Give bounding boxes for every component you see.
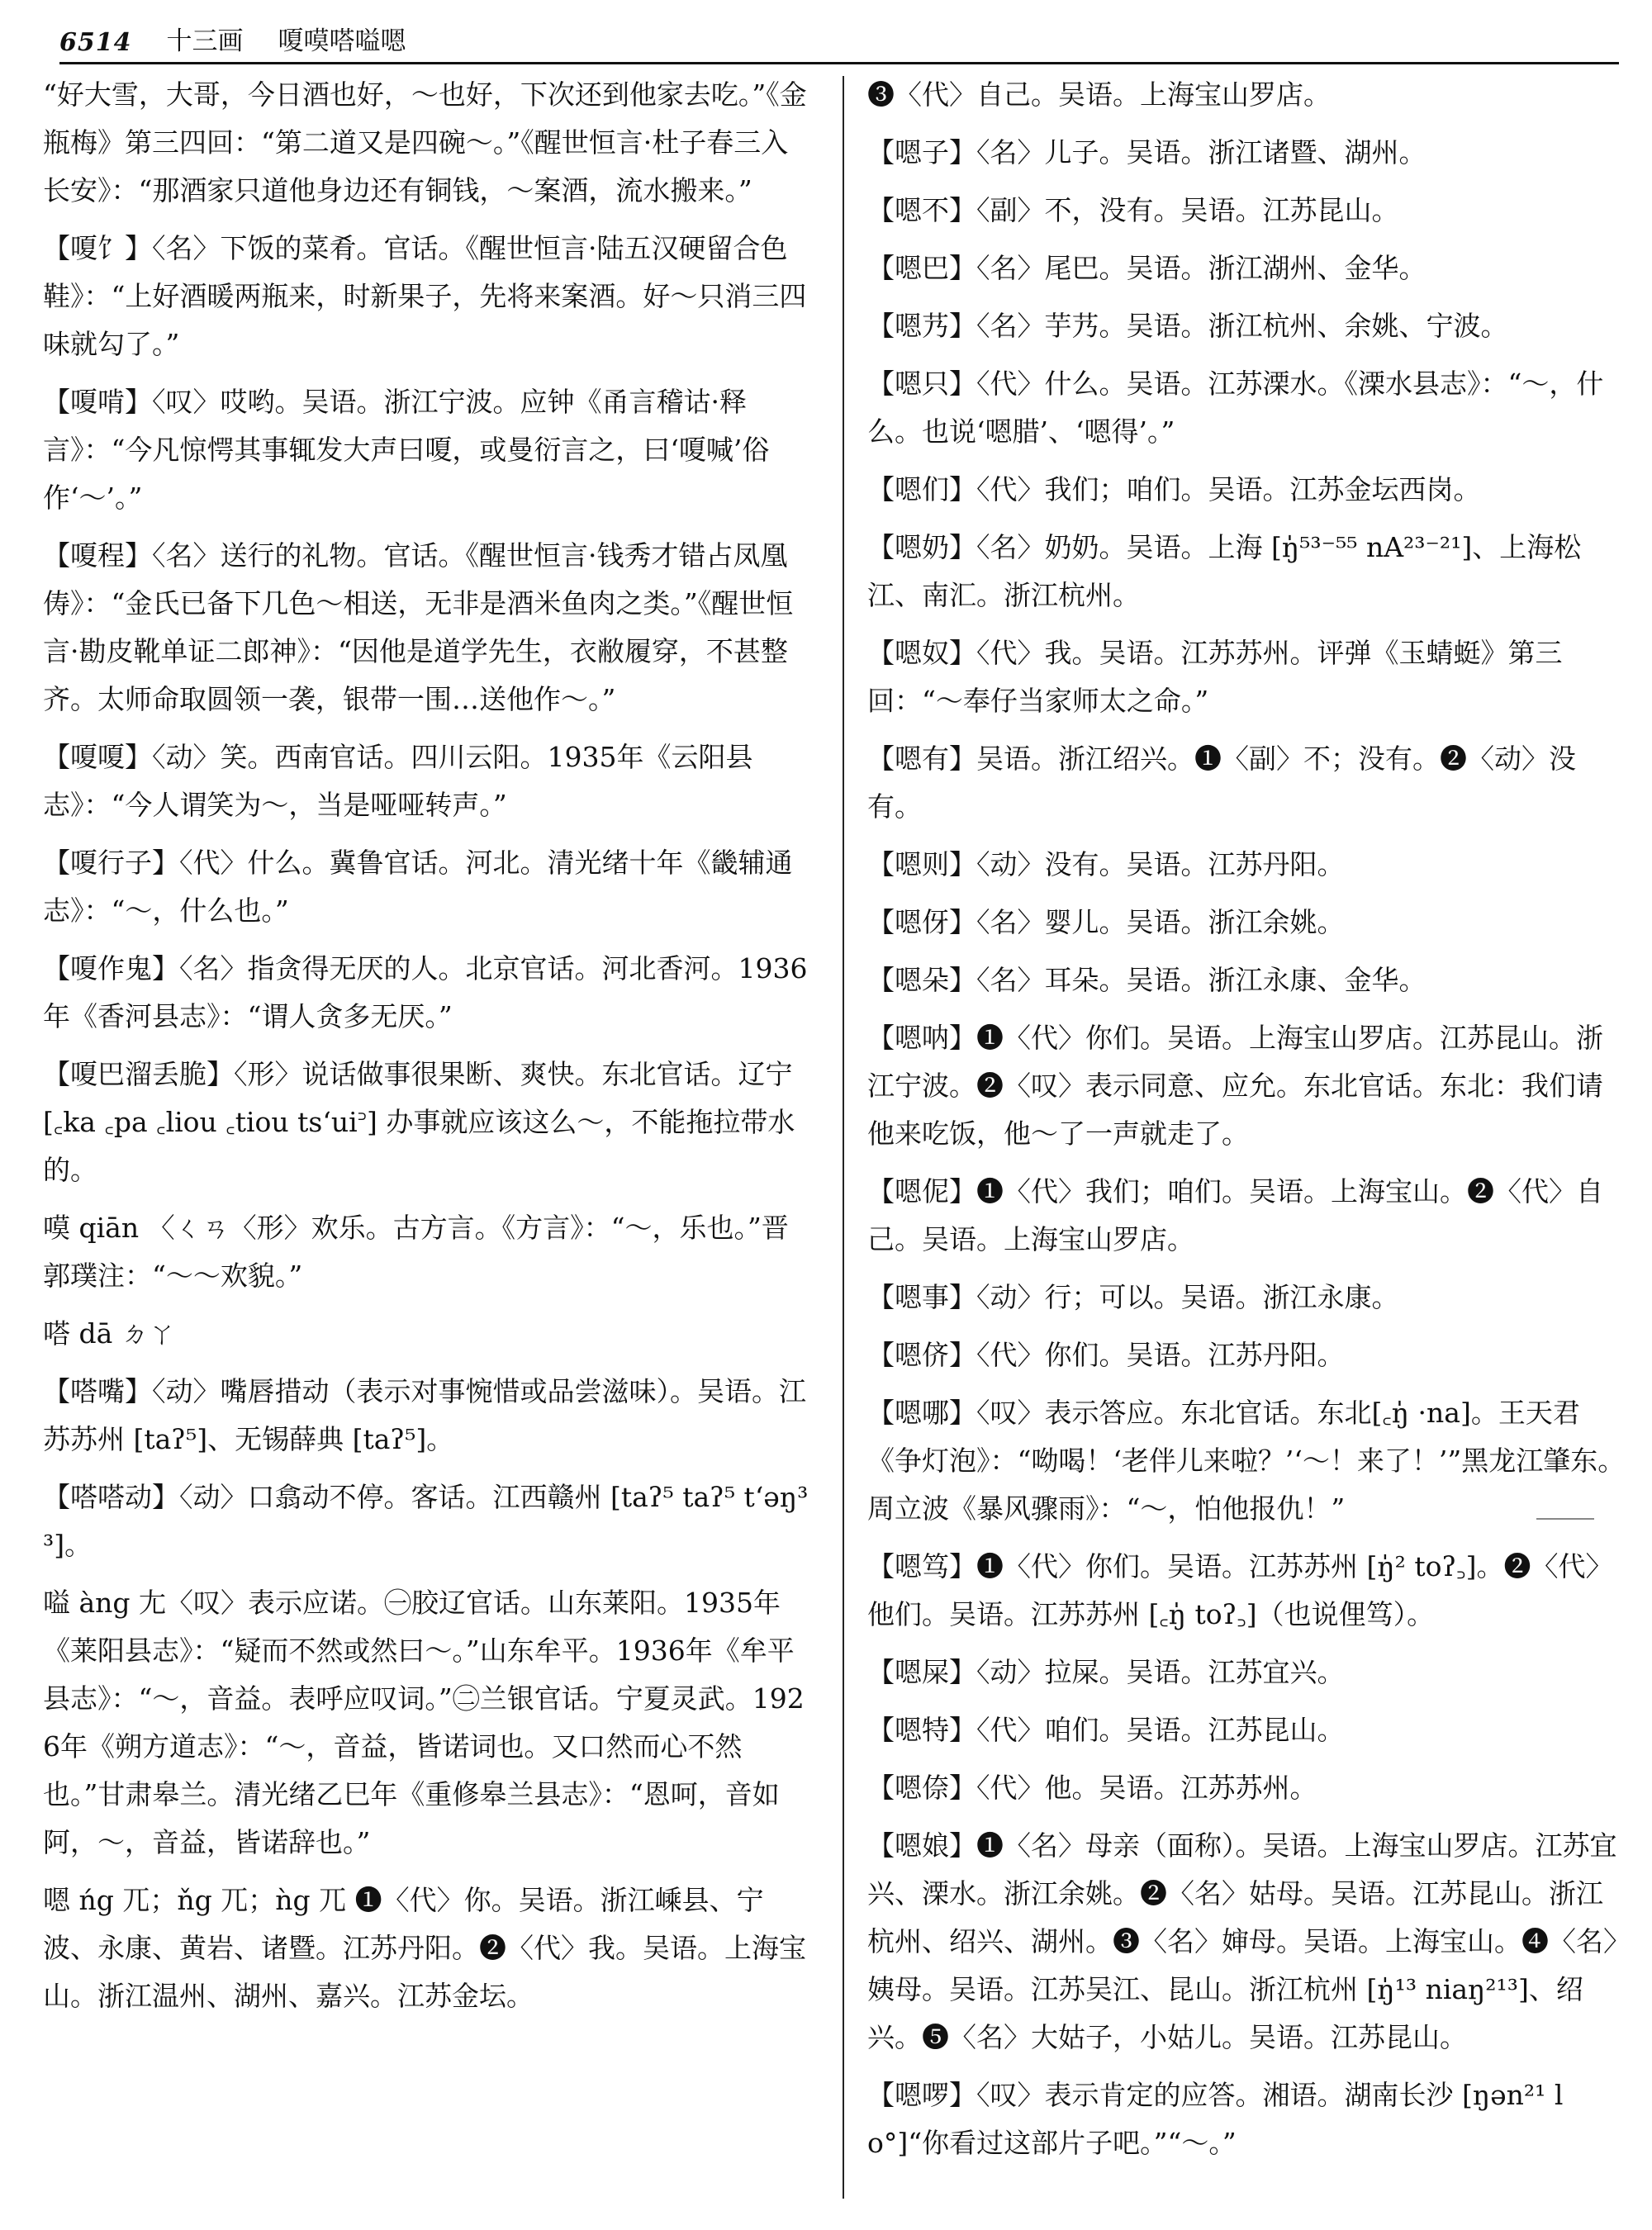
entry-xia-fan: 【嗄饣】〈名〉下饭的菜肴。官话。《醒世恒言·陆五汉硬留合色鞋》：“上好酒暖两瓶来，时新果子，先将来案酒。好～只消三四味就勾了。” bbox=[43, 232, 807, 360]
entry-ng-chai: 【嗯侪】〈代〉你们。吴语。江苏丹阳。 bbox=[867, 1339, 1345, 1371]
headword-ang: 嗌 àng 尢〈叹〉表示应诺。㊀胶辽官话。山东莱阳。1935年《莱阳县志》：“疑而不然或然曰～。”山东牟平。1936年《牟平县志》：“～，音益。表呼应叹词。”㊁兰银官话。宁夏灵武。1926年《朔方道志》：“～，音益，皆诺词也。又口然而心不然也。”甘肃皋兰。清光绪乙巳年《重修皋兰县志》：“恩呵，音如阿，～，音益，皆诺辞也。” bbox=[43, 1587, 805, 1858]
entry-ng-zhi: 【嗯只】〈代〉什么。吴语。江苏溧水。《溧水县志》：“～，什么。也说‘嗯腊’、‘嗯得’。” bbox=[867, 368, 1604, 448]
entry-xia-cheng: 【嗄程】〈名〉送行的礼物。官话。《醒世恒言·钱秀才错占凤凰俦》：“金氏已备下几色～相送，无非是酒米鱼肉之类。”《醒世恒言·勘皮靴单证二郎神》：“因他是道学先生，衣敝履穿，不甚整齐。太师命取圆领一袭，银带一围…送他作～。” bbox=[43, 539, 794, 715]
entry-ng-sense3: ❸〈代〉自己。吴语。上海宝山罗店。 bbox=[867, 78, 1331, 111]
entry-da-dadong: 【嗒嗒动】〈动〉口翕动不停。客话。江西赣州 [taʔ⁵ taʔ⁵ t‘əŋ³³]。 bbox=[43, 1481, 809, 1561]
entry-ng-ni: 【嗯伲】❶〈代〉我们；咱们。吴语。上海宝山。❷〈代〉自己。吴语。上海宝山罗店。 bbox=[867, 1175, 1603, 1255]
entry-ng-shi: 【嗯事】〈动〉行；可以。吴语。浙江永康。 bbox=[867, 1281, 1399, 1313]
entry-ng-du: 【嗯笃】❶〈代〉你们。吴语。江苏苏州 [ŋ̍² toʔ꜆]。❷〈代〉他们。吴语。江苏苏州 [꜀ŋ̍ toʔ꜆]（也说俚笃）。 bbox=[867, 1550, 1613, 1630]
headword-qian: 嗼 qiān 〈ㄑㄢ〈形〉欢乐。古方言。《方言》：“～，乐也。”晋郭璞注：“～～欢貌。” bbox=[43, 1212, 789, 1292]
scan-mark bbox=[1536, 1518, 1594, 1520]
right-column bbox=[867, 71, 1626, 2210]
entry-xia-xia: 【嗄嗄】〈动〉笑。西南官话。四川云阳。1935年《云阳县志》：“今人谓笑为～，当是哑哑转声。” bbox=[43, 741, 753, 821]
page-header bbox=[59, 21, 1619, 64]
entry-ng-niang: 【嗯娘】❶〈名〉母亲（面称）。吴语。上海宝山罗店。江苏宜兴、溧水。浙江余姚。❷〈名〉姑母。吴语。江苏昆山。浙江杭州、绍兴、湖州。❸〈名〉婶母。吴语。上海宝山。❹〈名〉姨母。吴语。江苏吴江、昆山。浙江杭州 [ŋ̍¹³ niaŋ²¹³]、绍兴。❺〈名〉大姑子，小姑儿。吴语。江苏昆山。 bbox=[867, 1829, 1617, 2053]
entry-ng-te: 【嗯特】〈代〉咱们。吴语。江苏昆山。 bbox=[867, 1714, 1345, 1746]
entry-ng-na-answer: 【嗯哪】〈叹〉表示答应。东北官话。东北[꜀ŋ̍ ·na]。王天君《争灯泡》：“呦喝！‘老伴儿来啦？’‘～！来了！’”黑龙江肇东。周立波《暴风骤雨》：“～，怕他报仇！” bbox=[867, 1397, 1626, 1525]
entry-da-zui: 【嗒嘴】〈动〉嘴唇措动（表示对事惋惜或品尝滋味）。吴语。江苏苏州 [taʔ⁵]、无锡薛典 [taʔ⁵]。 bbox=[43, 1375, 806, 1455]
entry-xia-ken: 【嗄啃】〈叹〉哎哟。吴语。浙江宁波。应钟《甬言稽诂·释言》：“今凡惊愕其事辄发大声曰嗄，或曼衍言之，曰‘嗄喊’俗作‘～’。” bbox=[43, 386, 770, 514]
entry-ng-ya: 【嗯伢】〈名〉婴儿。吴语。浙江余姚。 bbox=[867, 906, 1345, 938]
entry-ng-luo: 【嗯啰】〈叹〉表示肯定的应答。湘语。湖南长沙 [ŋən²¹ lo°]“你看过这部片子吧。”“～。” bbox=[867, 2079, 1564, 2159]
entry-ng-nai-taro: 【嗯艿】〈名〉芋艿。吴语。浙江杭州、余姚、宁波。 bbox=[867, 310, 1508, 342]
entry-xia-zuogui: 【嗄作鬼】〈名〉指贪得无厌的人。北京官话。河北香河。1936年《香河县志》：“谓人贪多无厌。” bbox=[43, 952, 808, 1032]
headword-da: 嗒 dā ㄉㄚ bbox=[43, 1317, 176, 1350]
column-divider bbox=[843, 76, 844, 2199]
headword-ng: 嗯 ńg 兀；ňg 兀；ǹg 兀 ❶〈代〉你。吴语。浙江嵊县、宁波、永康、黄岩、诸暨。江苏丹阳。❷〈代〉我。吴语。上海宝山。浙江温州、湖州、嘉兴。江苏金坛。 bbox=[43, 1884, 806, 2012]
entry-ng-bu: 【嗯不】〈副〉不，没有。吴语。江苏昆山。 bbox=[867, 194, 1399, 226]
entry-ng-ze: 【嗯则】〈动〉没有。吴语。江苏丹阳。 bbox=[867, 848, 1345, 880]
stroke-section-label: 十三画 bbox=[166, 26, 244, 56]
entry-continuation: “好大雪，大哥，今日酒也好，～也好，下次还到他家去吃。”《金瓶梅》第三四回：“第二道又是四碗～。”《醒世恒言·杜子春三入长安》：“那酒家只道他身边还有铜钱，～案酒，流水搬来。” bbox=[43, 78, 807, 206]
entry-ng-shi-defecate: 【嗯屎】〈动〉拉屎。吴语。江苏宜兴。 bbox=[867, 1656, 1345, 1688]
entry-ng-duo: 【嗯朵】〈名〉耳朵。吴语。浙江永康、金华。 bbox=[867, 964, 1427, 996]
entry-ng-zi: 【嗯子】〈名〉儿子。吴语。浙江诸暨、湖州。 bbox=[867, 136, 1427, 168]
entry-ng-nai-grandma: 【嗯奶】〈名〉奶奶。吴语。上海 [ŋ̍⁵³⁻⁵⁵ nA²³⁻²¹]、上海松江、南汇。浙江杭州。 bbox=[867, 531, 1582, 611]
header-characters: 嗄嗼嗒嗌嗯 bbox=[278, 26, 406, 56]
entry-ng-ba: 【嗯巴】〈名〉尾巴。吴语。浙江湖州、金华。 bbox=[867, 252, 1427, 284]
left-column bbox=[43, 71, 811, 2210]
page-number: 6514 bbox=[59, 28, 132, 57]
entry-ng-nu: 【嗯奴】〈代〉我。吴语。江苏苏州。评弹《玉蜻蜓》第三回：“～奉仔当家师太之命。” bbox=[867, 637, 1563, 717]
entry-ng-na: 【嗯呐】❶〈代〉你们。吴语。上海宝山罗店。江苏昆山。浙江宁波。❷〈叹〉表示同意、应允。东北官话。东北：我们请他来吃饭，他～了一声就走了。 bbox=[867, 1022, 1603, 1150]
entry-xia-baliu: 【嗄巴溜丢脆】〈形〉说话做事很果断、爽快。东北官话。辽宁 [꜀ka ꜀pa ꜀liou ꜀tiou ts‘ui꜄] 办事就应该这么～，不能拖拉带水的。 bbox=[43, 1058, 795, 1186]
entry-xia-hangzi: 【嗄行子】〈代〉什么。冀鲁官话。河北。清光绪十年《畿辅通志》：“～，什么也。” bbox=[43, 847, 793, 927]
entry-ng-nai-he: 【嗯倷】〈代〉他。吴语。江苏苏州。 bbox=[867, 1772, 1317, 1804]
entry-ng-you: 【嗯有】吴语。浙江绍兴。❶〈副〉不；没有。❷〈动〉没有。 bbox=[867, 743, 1576, 823]
entry-ng-men: 【嗯们】〈代〉我们；咱们。吴语。江苏金坛西岗。 bbox=[867, 473, 1481, 505]
